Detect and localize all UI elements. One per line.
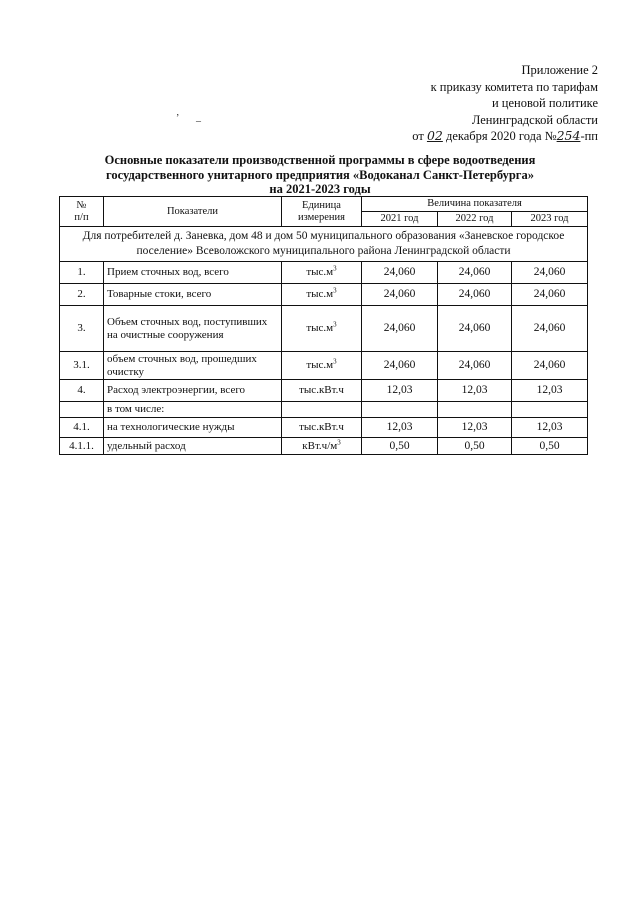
row-value-2023: 24,060 [512, 352, 588, 380]
row-value-2023: 24,060 [512, 306, 588, 352]
consumer-note-row [60, 227, 588, 262]
row-value-2023 [512, 402, 588, 418]
row-unit: тыс.кВт.ч [282, 380, 362, 402]
row-value-2022: 24,060 [438, 352, 512, 380]
row-name: Товарные стоки, всего [104, 284, 282, 306]
row-unit: тыс.кВт.ч [282, 418, 362, 438]
row-value-2023: 0,50 [512, 438, 588, 455]
row-value-2023: 12,03 [512, 380, 588, 402]
stray-mark: ʼ [176, 113, 180, 124]
document-title [0, 153, 640, 197]
row-unit: $тыс.м^3$ [282, 352, 362, 380]
row-value-2022: 24,060 [438, 262, 512, 284]
consumer-note: Для потребителей д. Заневка, дом 48 и дом 50 муниципального образования «Заневское городское поселение» Всеволожского муниципального района Ленинградской области [60, 227, 588, 262]
row-value-2022: 24,060 [438, 284, 512, 306]
row-value-2021: 24,060 [362, 284, 438, 306]
table-row [60, 262, 588, 284]
table-row [60, 352, 588, 380]
header-indicators: Показатели [104, 197, 282, 227]
handwritten-day: 02 [426, 128, 443, 143]
header-unit: Единица измерения [282, 197, 362, 227]
table-header-row [60, 197, 588, 212]
row-unit: $кВт.ч/м^3$ [282, 438, 362, 455]
row-value-2021: 24,060 [362, 262, 438, 284]
row-num: 2. [60, 284, 104, 306]
row-num: 3. [60, 306, 104, 352]
table-row [60, 306, 588, 352]
date-prefix: от [412, 129, 424, 143]
appendix-line-1: Приложение 2 [521, 63, 598, 77]
table-row [60, 402, 588, 418]
appendix-date-line [412, 128, 598, 145]
row-value-2021: 24,060 [362, 352, 438, 380]
row-value-2022: 12,03 [438, 418, 512, 438]
row-value-2023: 24,060 [512, 284, 588, 306]
row-value-2022 [438, 402, 512, 418]
row-name: в том числе: [104, 402, 282, 418]
row-num: 4. [60, 380, 104, 402]
row-value-2021: 24,060 [362, 306, 438, 352]
row-name: Объем сточных вод, поступивших на очистные сооружения [104, 306, 282, 352]
date-middle: декабря 2020 года № [445, 129, 557, 143]
row-num [60, 402, 104, 418]
row-value-2023: 12,03 [512, 418, 588, 438]
row-unit: $тыс.м^3$ [282, 306, 362, 352]
row-name: Прием сточных вод, всего [104, 262, 282, 284]
row-num: 1. [60, 262, 104, 284]
row-name: объем сточных вод, прошедших очистку [104, 352, 282, 380]
appendix-line-3: и ценовой политике [491, 96, 598, 110]
row-unit: $тыс.м^3$ [282, 284, 362, 306]
row-value-2022: 12,03 [438, 380, 512, 402]
row-value-2022: 0,50 [438, 438, 512, 455]
row-value-2022: 24,060 [438, 306, 512, 352]
title-line-1: Основные показатели производственной программы в сфере водоотведения [104, 153, 536, 167]
header-num: № п/п [60, 197, 104, 227]
row-unit: $тыс.м^3$ [282, 262, 362, 284]
handwritten-order-number: 254 [556, 128, 581, 143]
row-num: 4.1.1. [60, 438, 104, 455]
table-row [60, 418, 588, 438]
row-unit [282, 402, 362, 418]
row-name: Расход электроэнергии, всего [104, 380, 282, 402]
row-num: 3.1. [60, 352, 104, 380]
title-line-2: государственного унитарного предприятия «Водоканал Санкт-Петербурга» [106, 167, 534, 182]
row-value-2021: 12,03 [362, 380, 438, 402]
table-row [60, 438, 588, 455]
order-suffix: -пп [580, 129, 598, 143]
title-line-3: на 2021-2023 годы [269, 182, 371, 196]
indicators-table [59, 196, 588, 455]
stray-mark: – [196, 116, 201, 127]
header-year: 2023 год [512, 212, 588, 227]
row-name: удельный расход [104, 438, 282, 455]
row-name: на технологические нужды [104, 418, 282, 438]
appendix-header [412, 62, 598, 145]
row-value-2021: 0,50 [362, 438, 438, 455]
row-value-2021: 12,03 [362, 418, 438, 438]
header-year: 2022 год [438, 212, 512, 227]
table-row [60, 284, 588, 306]
appendix-line-2: к приказу комитета по тарифам [430, 79, 598, 94]
row-value-2021 [362, 402, 438, 418]
row-num: 4.1. [60, 418, 104, 438]
row-value-2023: 24,060 [512, 262, 588, 284]
header-year: 2021 год [362, 212, 438, 227]
header-value-group: Величина показателя [362, 197, 588, 212]
appendix-line-4: Ленинградской области [471, 112, 598, 127]
table-row [60, 380, 588, 402]
